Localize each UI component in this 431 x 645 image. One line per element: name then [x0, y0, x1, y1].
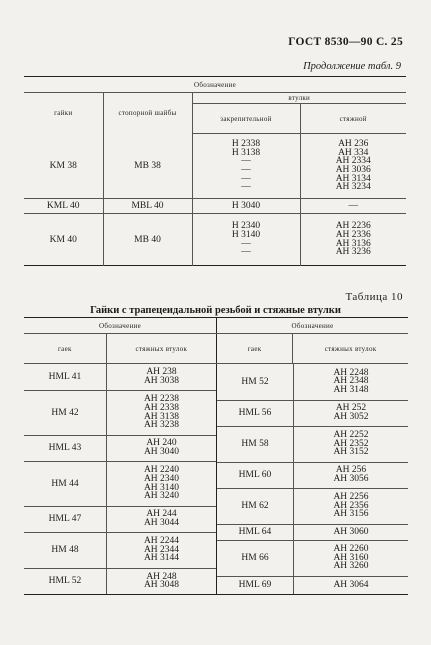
cell-line: AH 2238: [143, 394, 180, 405]
table-cell-washer: MB 40: [103, 214, 192, 266]
cell-line: AH 3060: [333, 526, 369, 537]
cell-line: AH 2352: [333, 438, 369, 449]
table-cell-nut: HM 66: [217, 540, 294, 576]
table-cell-sleeves: [107, 461, 217, 506]
table-cell-nut: HML 56: [217, 400, 294, 426]
cell-line: AH 3160: [333, 552, 369, 563]
col-header-fixing: закрепительной: [192, 104, 300, 134]
table-cell-sleeves: [294, 462, 409, 488]
cell-line: AH 2260: [333, 544, 369, 555]
cell-line: AH 334: [338, 147, 369, 158]
left-half: [24, 364, 217, 595]
cell-line: AH 2240: [143, 465, 180, 476]
cell-line: AH 2344: [143, 544, 180, 555]
table-cell-nut: HML 64: [217, 524, 294, 540]
cell-line: AH 3234: [335, 182, 371, 193]
col-header-pulling: стяжной: [300, 104, 406, 134]
cell-line: AH 3040: [143, 447, 180, 457]
col-header-sleeve-right: стяжных втулок: [293, 334, 408, 364]
table-cell-nut: HM 58: [217, 426, 294, 462]
left-subtable: [24, 364, 216, 594]
cell-line: H 2338: [231, 139, 261, 150]
cell-line: AH 3152: [333, 447, 369, 458]
col-header-nut: гайки: [54, 109, 73, 118]
table-cell-sleeves: [294, 576, 409, 594]
table-cell-sleeves: [107, 568, 217, 594]
table-10: [24, 317, 408, 595]
cell-line: AH 3036: [335, 165, 371, 175]
cell-line: AH 2338: [143, 402, 180, 413]
table-cell-nut: HML 69: [217, 576, 294, 594]
table-cell-nut: KM 40: [24, 214, 103, 266]
table-cell-pulling: —: [300, 199, 406, 214]
table-cell-washer: MBL 40: [103, 199, 192, 214]
table-cell-nut: HML 60: [217, 462, 294, 488]
table-cell-sleeves: [294, 540, 409, 576]
table-cell-sleeves: [294, 488, 409, 524]
table-cell-fixing: [192, 134, 300, 199]
table-cell-nut: HML 43: [24, 435, 107, 461]
cell-line: AH 3044: [143, 518, 180, 528]
cell-line: AH 3134: [335, 173, 371, 184]
table-cell-pulling: [300, 214, 406, 266]
col-header-washer: стопорной шайбы: [103, 93, 192, 134]
cell-line: AH 3144: [143, 553, 180, 564]
cell-line: AH 3048: [143, 580, 180, 591]
cell-line: AH 3140: [143, 482, 180, 493]
cell-line: AH 2256: [333, 492, 369, 503]
header-group-designation: Обозначение: [24, 77, 406, 93]
table-cell-sleeves: [294, 524, 409, 540]
table-9-continuation: [24, 76, 406, 266]
table-cell-nut: HM 42: [24, 390, 107, 435]
cell-line: AH 3238: [143, 420, 180, 431]
cell-line: AH 3056: [333, 474, 369, 484]
col-header-sleeves: втулки: [192, 93, 406, 104]
cell-line: AH 2244: [143, 536, 180, 547]
cell-line: AH 3038: [143, 375, 180, 386]
cell-line: AH 3236: [335, 247, 371, 258]
table-cell-nut: HM 52: [241, 376, 269, 387]
col-header-nut-right: гаек: [217, 334, 293, 364]
col-header-sleeve-left: стяжных втулок: [106, 334, 216, 364]
table-cell-sleeves: [294, 400, 409, 426]
col-header-nut-left: гаек: [24, 334, 106, 364]
table-number: Таблица 10: [345, 291, 403, 303]
header-right-designation: Обозначение: [217, 318, 409, 334]
table-cell-washer: MB 38: [103, 134, 192, 199]
cell-line: AH 3052: [333, 412, 369, 422]
cell-line: AH 2348: [333, 376, 369, 387]
cell-line: AH 2248: [333, 367, 369, 378]
cell-line: AH 2334: [335, 156, 371, 167]
table-cell-nut: KML 40: [24, 199, 103, 214]
cell-line: AH 3136: [335, 238, 371, 249]
cell-line: AH 248: [146, 571, 177, 582]
cell-line: —: [241, 173, 251, 184]
table-cell-fixing: [192, 214, 300, 266]
table-cell-nut: HM 48: [24, 532, 107, 568]
table-cell-nut: HML 52: [24, 568, 107, 594]
table-cell-nut: HML 41: [48, 371, 82, 382]
cell-line: AH 3260: [333, 561, 369, 572]
table-cell-fixing: H 3040: [192, 199, 300, 214]
table-cell-nut: HM 62: [217, 488, 294, 524]
cell-line: AH 2356: [333, 500, 369, 511]
table-title: Гайки с трапецеидальной резьбой и стяжные втулки: [90, 305, 341, 316]
right-half: [217, 364, 409, 595]
cell-line: AH 2336: [335, 229, 371, 240]
right-subtable: [217, 364, 408, 594]
table-cell-nut: KM 38: [49, 160, 77, 171]
cell-line: H 2340: [231, 221, 261, 232]
cell-line: —: [241, 238, 251, 249]
table-cell-sleeves: [107, 532, 217, 568]
table-cell-sleeves: [107, 364, 217, 390]
page-header: ГОСТ 8530—90 С. 25: [288, 36, 403, 48]
cell-line: AH 2236: [335, 221, 371, 232]
table-cell-sleeves: [294, 364, 409, 400]
cell-line: AH 3240: [143, 491, 180, 502]
header-left-designation: Обозначение: [24, 318, 217, 334]
table-cell-sleeves: [107, 435, 217, 461]
table-cell-sleeves: [294, 426, 409, 462]
cell-line: —: [241, 156, 251, 167]
table-cell-sleeves: [107, 506, 217, 532]
cell-line: —: [241, 182, 251, 193]
table-cell-nut: HM 44: [24, 461, 107, 506]
continuation-label: Продолжение табл. 9: [303, 61, 401, 72]
cell-line: AH 236: [338, 139, 369, 150]
table-cell-pulling: [300, 134, 406, 199]
table-cell-sleeves: [107, 390, 217, 435]
table-cell-nut: HML 47: [24, 506, 107, 532]
cell-line: AH 2252: [333, 430, 369, 441]
cell-line: AH 238: [146, 367, 177, 378]
cell-line: AH 240: [146, 438, 177, 449]
cell-line: H 3138: [231, 147, 261, 158]
cell-line: —: [241, 247, 251, 258]
cell-line: AH 3138: [143, 411, 180, 422]
cell-line: AH 256: [335, 465, 367, 476]
cell-line: AH 3064: [333, 579, 369, 590]
cell-line: AH 252: [335, 403, 367, 414]
cell-line: AH 244: [146, 509, 177, 520]
cell-line: —: [241, 165, 251, 175]
cell-line: H 3140: [231, 229, 261, 240]
cell-line: AH 3156: [333, 509, 369, 520]
cell-line: AH 2340: [143, 473, 180, 484]
cell-line: AH 3148: [333, 385, 369, 396]
